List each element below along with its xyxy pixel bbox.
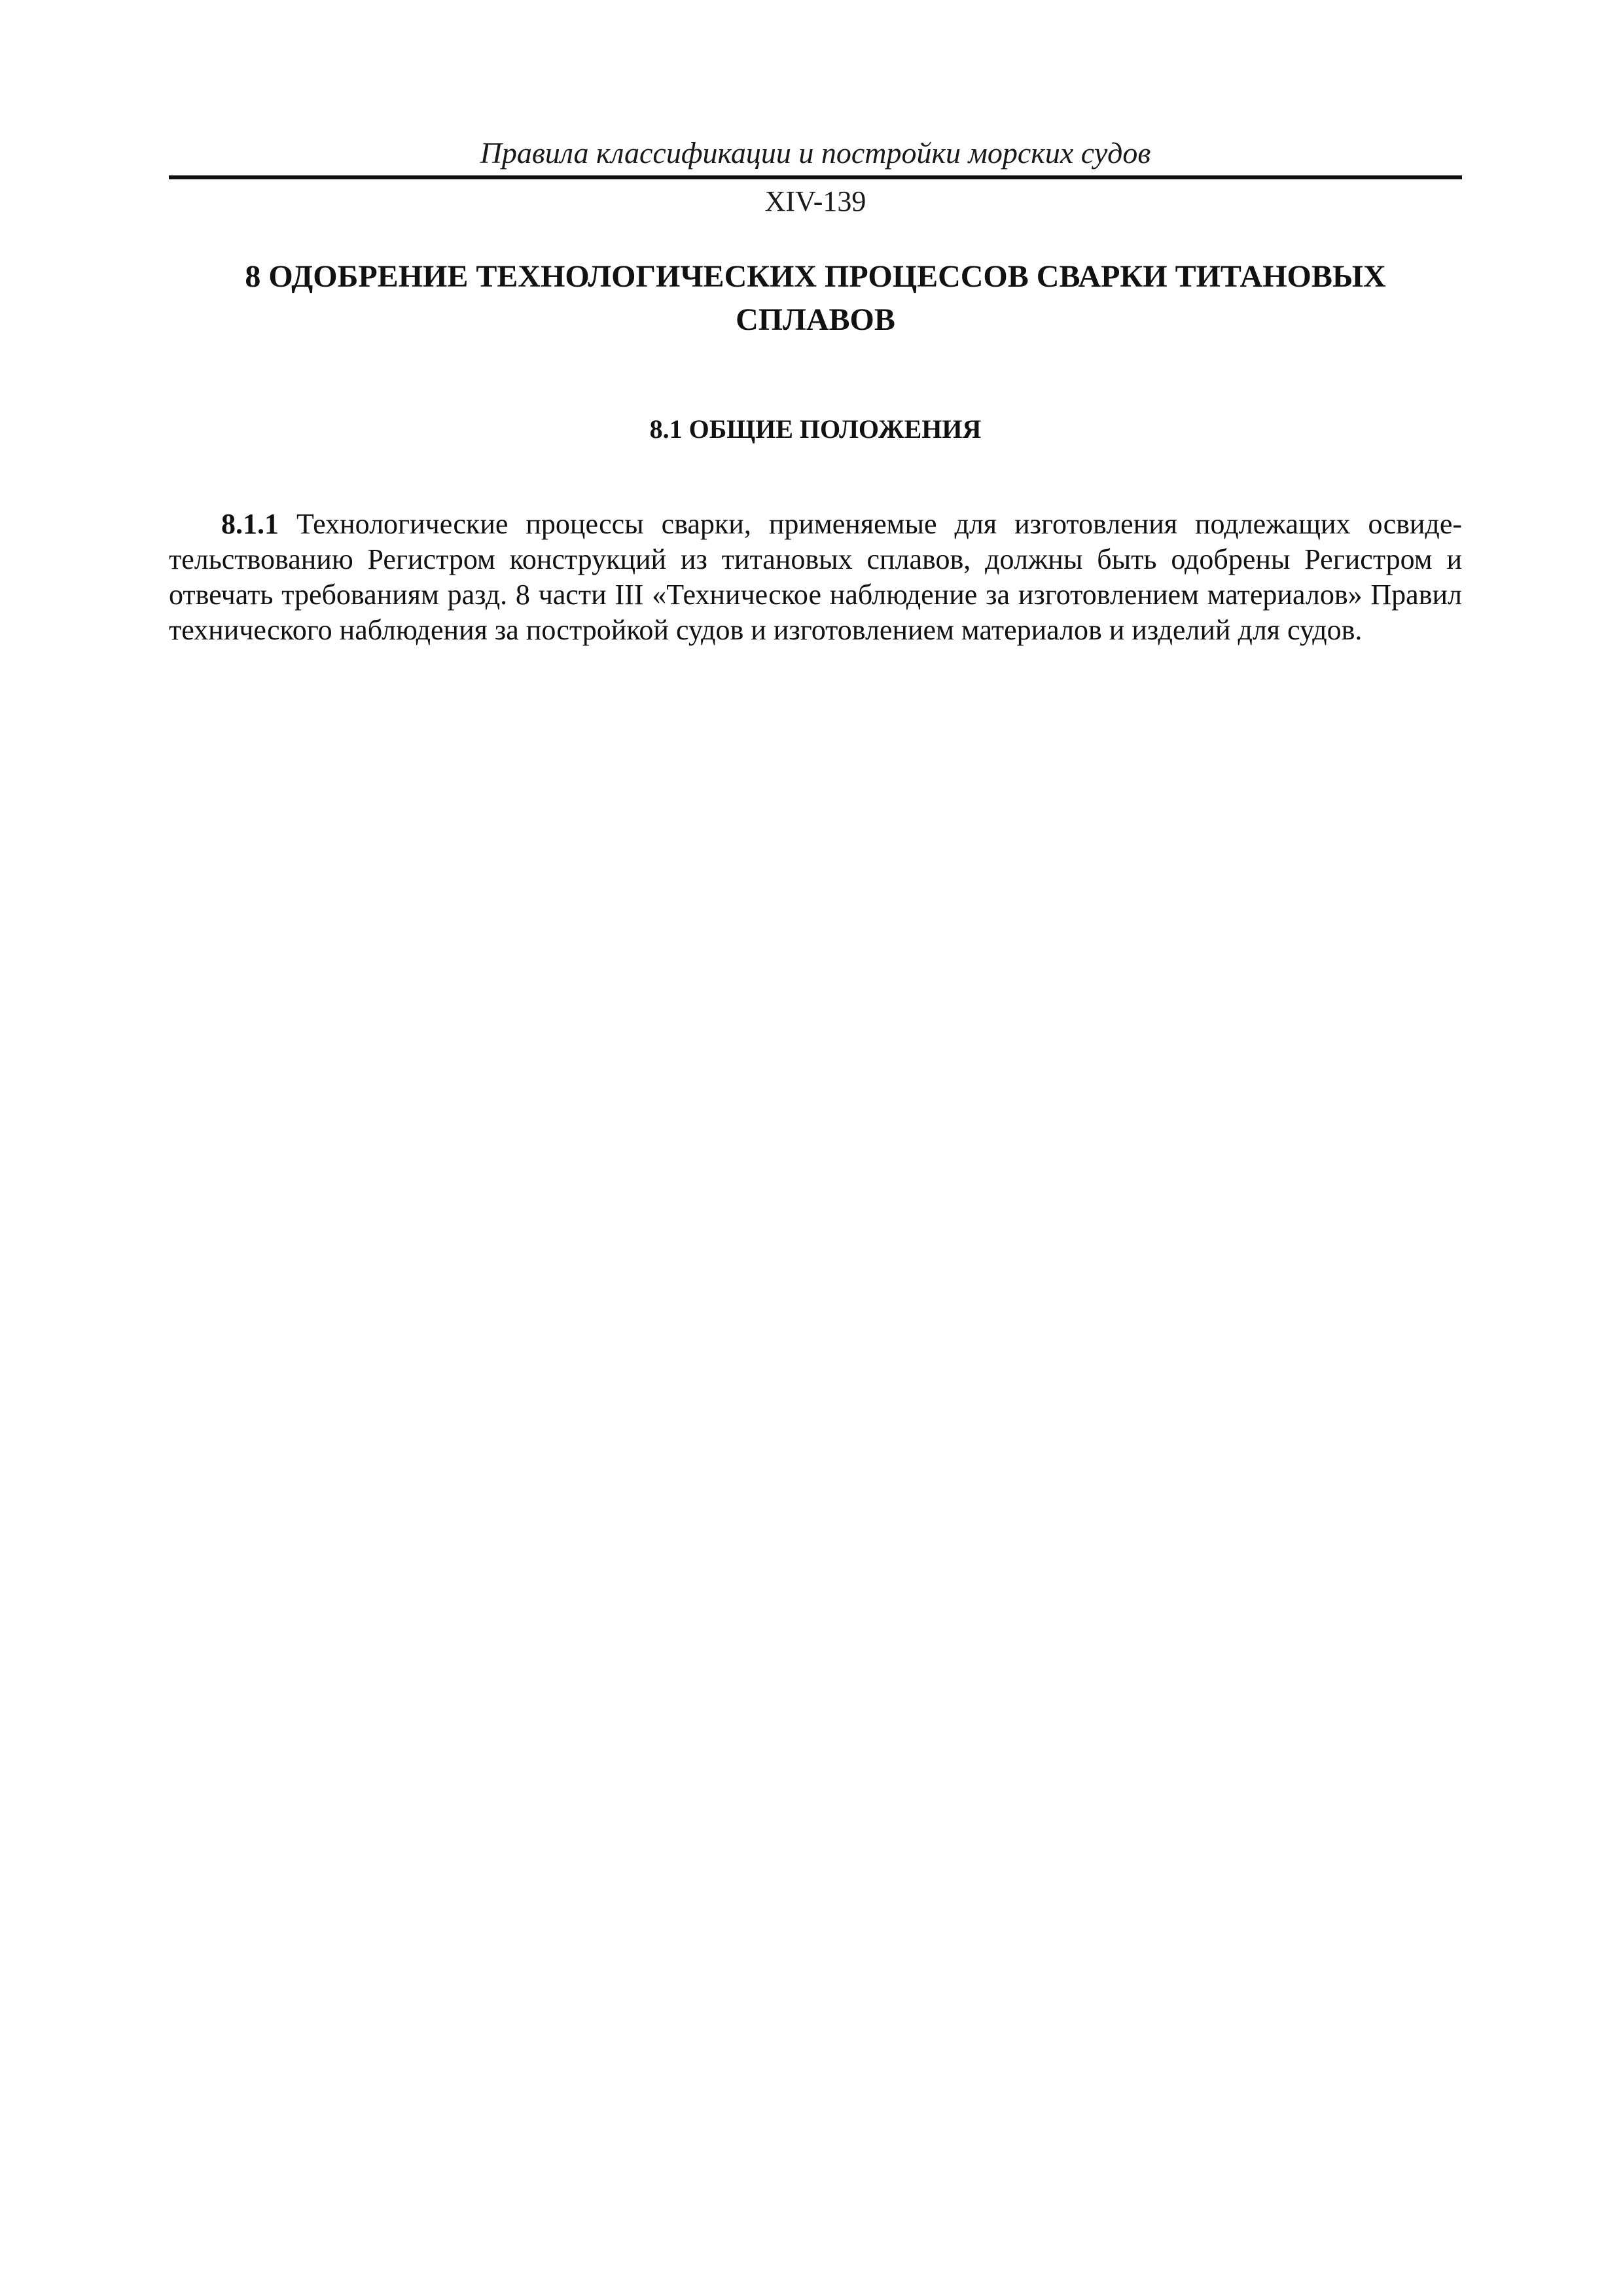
header-rule [169, 175, 1462, 179]
page-number: XIV-139 [764, 185, 866, 217]
paragraph-8-1-1 [169, 507, 1462, 648]
running-header: Правила классификации и постройки морских судов [480, 136, 1151, 170]
paragraph-text: Технологические процессы сварки, применяемые для изготовления подлежащих освидетельствованию Регистром конструкций из титановых сплавов, должны быть одобрены Регистром и отвечать требованиям разд. 8 части III «Техническое наблюдение за изготовлением материалов» Правил технического наблюдения за постройкой судов и изготовлением материалов и изделий для судов. [169, 508, 1463, 646]
section-title: 8.1 ОБЩИЕ ПОЛОЖЕНИЯ [649, 414, 982, 444]
paragraph-number: 8.1.1 [221, 508, 279, 540]
chapter-title: 8 ОДОБРЕНИЕ ТЕХНОЛОГИЧЕСКИХ ПРОЦЕССОВ СВАРКИ ТИТАНОВЫХ СПЛАВОВ [245, 259, 1386, 337]
